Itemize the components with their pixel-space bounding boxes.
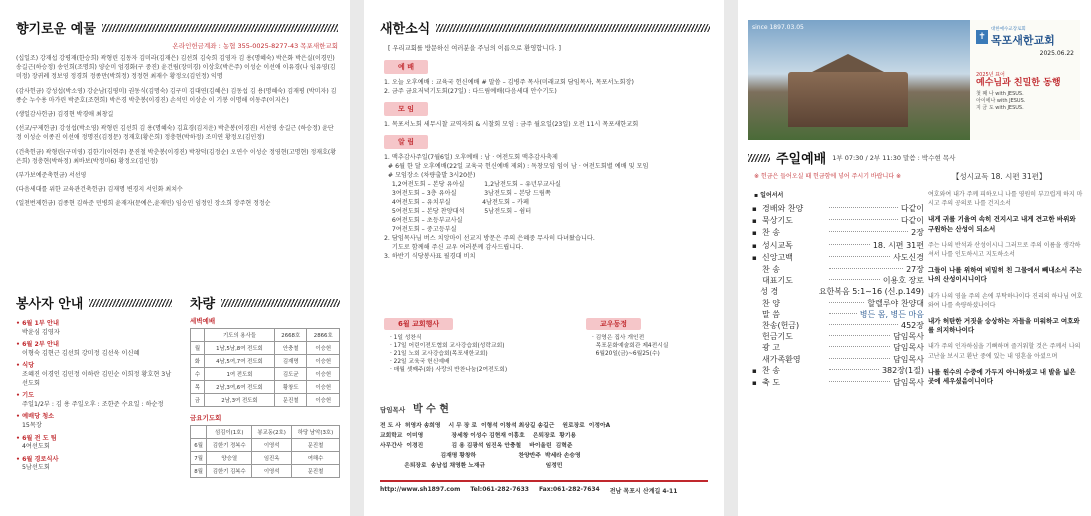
volunteer-names: 4여선도회 bbox=[22, 443, 50, 451]
order-item bbox=[752, 203, 924, 215]
since-label: since 1897.03.05 bbox=[752, 24, 804, 31]
phone-number: Tel:061-282-7633 bbox=[470, 486, 529, 493]
order-item bbox=[752, 342, 924, 353]
church-address: 전남 목포시 산계길 4-11 bbox=[609, 488, 678, 495]
table-row bbox=[191, 465, 340, 478]
member-line: · 김영은 집사 개인전 bbox=[592, 335, 645, 341]
volunteer-item bbox=[16, 320, 172, 337]
news-line: 6여전도회 – 초등부교사실 bbox=[384, 217, 463, 224]
theme-line: 첫 째 나 with JESUS. bbox=[976, 91, 1024, 97]
volunteer-names: 15목장 bbox=[22, 421, 42, 429]
order-label: 헌금기도 bbox=[762, 332, 793, 342]
year-theme: 예수님과 친밀한 동행 bbox=[976, 78, 1061, 88]
order-value: 담임목사 bbox=[893, 332, 924, 342]
section-body bbox=[366, 78, 716, 96]
psalm-verse: 주는 나의 반석과 산성이시니 그러므로 주의 이름을 생각하셔서 나를 인도하시고 지도하소서 bbox=[928, 241, 1081, 259]
order-item bbox=[752, 377, 924, 389]
table-header-cell: 봉교동(2호) bbox=[252, 426, 292, 439]
order-bullet: ▪ bbox=[752, 379, 757, 388]
car-header bbox=[190, 293, 340, 312]
table-cell: 이영석 bbox=[252, 465, 292, 478]
news-line: # 모임장소 (차량출발 3시20분) bbox=[384, 172, 476, 179]
order-value: 다같이 bbox=[900, 216, 924, 226]
order-item bbox=[752, 264, 924, 275]
offering-notice: ※ 헌금은 들어오실 때 헌금함에 넣어 주시기 바랍니다 ※ bbox=[754, 173, 902, 180]
events-list bbox=[384, 334, 564, 374]
news-line: 2. 담임목사님 버스 치앙마이 선교지 방문은 주의 은혜중 무사히 다녀왔습니다. bbox=[384, 235, 595, 242]
order-item bbox=[752, 365, 924, 377]
order-item bbox=[752, 298, 924, 309]
order-label: 성 경 bbox=[760, 287, 779, 297]
order-item bbox=[752, 275, 924, 286]
car-dawn-table bbox=[190, 328, 340, 407]
news-line: 1. 오늘 오후예배 : 교육국 헌신예배 # 말씀 – 김병주 목사(미래교회 담임목사, 목포서노회장) bbox=[384, 79, 634, 86]
offering-group: (건축헌금) 곽형린(구미영) 김한기(이현주) 문진철 박춘봉(이경진) 박창덕(김정순) 오연수 이성순 정영현(고명현) 정재호(황은희) 정충현(박하정) 최바보(박정미6) 황정오(김인정) bbox=[16, 148, 337, 165]
table-cell: 이승헌 bbox=[307, 381, 340, 394]
volunteer-header bbox=[16, 293, 172, 312]
volunteer-role: • 기도 bbox=[16, 392, 35, 400]
table-header-cell: 섬김이(1호) bbox=[207, 426, 252, 439]
volunteer-role: • 6월 경로식사 bbox=[16, 455, 59, 463]
table-row bbox=[191, 342, 340, 355]
order-leader bbox=[829, 313, 857, 314]
news-line: 4여전도회 – 유치부실 4남전도회 – 카페 bbox=[384, 199, 529, 206]
car-friday-table bbox=[190, 425, 340, 478]
order-value: 담임목사 bbox=[893, 343, 924, 353]
table-cell: 이영석 bbox=[252, 439, 292, 452]
offering-group: (일천번제헌금) 김종현 김하준 민병희 윤재자(문예은,윤재민) 임승민 임정인 장소희 장주현 정정순 bbox=[16, 200, 271, 208]
news-line: 5여전도회 – 본당 찬양대석 5남전도회 – 쉼터 bbox=[384, 208, 532, 215]
order-label: 성시교독 bbox=[762, 240, 793, 250]
offering-group: (다음세대를 위한 교육관건축헌금) 김재명 변경지 서인화 최치수 bbox=[16, 186, 183, 194]
table-cell: 월 bbox=[191, 342, 205, 355]
order-label: 대표기도 bbox=[762, 276, 793, 286]
psalm-verse: 내게 귀를 기울여 속히 건지시고 내게 견고한 바위와 구원하는 산성이 되소서 bbox=[928, 215, 1076, 233]
church-footer bbox=[380, 480, 708, 495]
news-line: # 6월 한 달 오후예배(22일 교육국 헌신예배 제외) : 독창모임 임이 남 · 여전도회별 예배 및 모임 bbox=[384, 163, 649, 170]
order-bullet: ▪ bbox=[752, 366, 757, 375]
volunteer-item bbox=[16, 341, 172, 358]
order-value: 27장 bbox=[906, 265, 924, 275]
order-bullet: ▪ bbox=[752, 229, 757, 238]
hatch-divider bbox=[436, 24, 710, 32]
psalm-verse: 여호와여 내가 주께 피하오니 나를 영원히 부끄럽게 하지 마시고 주의 공의로 나를 건지소서 bbox=[928, 191, 1083, 208]
table-row bbox=[191, 439, 340, 452]
volunteer-names: 주일1/2부 : 김 용 주일오후 : 조한준 수요일 : 하순정 bbox=[22, 400, 164, 408]
staff-list: 전 도 사 허영자 송희영 시 무 장 로 이형석 이창석 최상길 송길근 원로장로 이정아A 교회학교 이미영 장세창 이성수 김현재 이흥호 은퇴장로 황기용 사무간사 이경진 김 용 김광석 임진옥 안충철 바이올린 김혁준 김재명 황창하 찬양반주 박세라 손승영 은퇴장로 송남섭 채영환 노재규 임정민 bbox=[380, 423, 611, 469]
offering-group: (생일감사헌금) 김경현 박경애 최창길 bbox=[16, 111, 114, 119]
psalm-verse: 나를 원수의 수중에 가두지 아니하셨고 내 발을 넓은 곳에 세우셨음이니이다 bbox=[928, 367, 1076, 386]
member-line: 목포문화예술회관 제4전시실 bbox=[592, 343, 669, 349]
volunteer-item bbox=[16, 435, 172, 452]
news-line: 3. 하반기 식당봉사표 필경대 비치 bbox=[384, 253, 476, 260]
offering-group: (십일조) 강재섭 강평재(한승희) 곽형린 김동자 김미라(김재은) 김선희 김숙희 김영자 김 용(명혜숙) 박은화 박은실(이경민) 송길근(하승정) 송인희(조명희) 양순미 엄경화(구 중진) 윤건림(장미경) 이상호(박은주) 이성순 이선애 이유경(나 임유영(김미정) 장귀례 정보영 정경희 정종만(박희정) 정정현 최재수 황정오(김인정) 익명 bbox=[16, 55, 336, 81]
volunteer-title: 봉사자 안내 bbox=[16, 297, 84, 312]
car-friday-title: 금요기도회 bbox=[190, 414, 222, 422]
event-line: · 1일 성찬식 bbox=[390, 335, 422, 341]
table-row bbox=[191, 355, 340, 368]
order-item bbox=[752, 240, 924, 252]
volunteer-role: • 6월 2부 안내 bbox=[16, 341, 59, 349]
order-value: 사도신경 bbox=[893, 252, 924, 262]
table-cell: 안충철 bbox=[275, 342, 307, 355]
car-dawn-title: 세벽예배 bbox=[190, 317, 216, 325]
volunteer-item bbox=[16, 413, 172, 430]
order-item bbox=[752, 331, 924, 342]
volunteer-role: • 예배당 청소 bbox=[16, 413, 55, 421]
offerings-title: 향기로운 예물 bbox=[16, 22, 96, 37]
table-cell: 4남,5여,7여 전도회 bbox=[204, 355, 274, 368]
offering-group: (감사헌금) 강성섭(박소영) 강순남(김평미) 권동식(김명숙) 김구미 김대연(김혜은) 김동섭 김 용(명혜숙) 김재평 (박미자) 김종순 누수용 마가린 박준호(조현희) 박은경 박춘봉(이경진) 손석민 이상순 이 기봉 이명해 이동주(이지은) bbox=[16, 87, 337, 104]
pastor-label: 담임목사 bbox=[380, 406, 406, 414]
psalm-title: 【성시교독 18. 시편 31편】 bbox=[952, 172, 1047, 181]
pastor-name: 박 수 현 bbox=[412, 404, 449, 415]
church-logo bbox=[976, 26, 1074, 48]
order-label: 찬송(헌금) bbox=[762, 321, 800, 331]
order-leader bbox=[829, 324, 898, 325]
order-label: 찬 송 bbox=[762, 228, 780, 238]
order-item bbox=[752, 252, 924, 264]
order-bullet: ▪ bbox=[752, 241, 757, 250]
table-header-cell: 2866호 bbox=[307, 329, 340, 342]
pastor-line bbox=[380, 400, 710, 415]
table-header-cell: 기도의 용사들 bbox=[204, 329, 274, 342]
theme-line: 아이에나 with JESUS. bbox=[976, 98, 1026, 104]
offerings-header bbox=[16, 18, 338, 37]
news-line: 기도로 함께해 주신 교우 여러분께 감사드립니다. bbox=[384, 244, 524, 251]
church-name: 목포새한교회 bbox=[991, 34, 1055, 47]
table-cell: 목 bbox=[191, 381, 205, 394]
offering-group: (선교/구제헌금) 강성섭(박소영) 곽형린 김선희 김 용(명혜숙) 김효경(김지운) 박춘봉(이경진) 서선영 송길근 (하승정) 윤단정 이성순 이종진 이선애 정명진(김정문) 정재호(황은희) 정충현(박하정) 조미연 황정오(김인정) bbox=[16, 125, 334, 142]
psalm-verse: 그들이 나를 위하여 비밀히 친 그물에서 빼내소서 주는 나의 산성이시니이다 bbox=[928, 266, 1082, 284]
news-title: 새한소식 bbox=[380, 22, 431, 37]
order-value: 이용호 장로 bbox=[882, 276, 924, 286]
order-item bbox=[752, 320, 924, 331]
volunteer-item bbox=[16, 392, 172, 409]
order-leader bbox=[829, 279, 880, 280]
theme-lines bbox=[976, 91, 1074, 112]
order-bullet: ▪ bbox=[752, 205, 757, 213]
section-pill: 모 임 bbox=[384, 102, 428, 116]
event-line: · 22일 교육국 헌신예배 bbox=[390, 359, 450, 365]
order-leader bbox=[829, 207, 898, 208]
table-cell: 김한기 정복수 bbox=[207, 439, 252, 452]
volunteer-list bbox=[16, 320, 172, 473]
order-value: 담임목사 bbox=[893, 378, 924, 388]
volunteer-role: • 6월 1부 안내 bbox=[16, 320, 59, 327]
order-of-worship bbox=[752, 203, 924, 389]
volunteer-item bbox=[16, 456, 172, 473]
event-line: · 매월 셋째주(화) 사랑의 반찬나눔(2여전도회) bbox=[390, 367, 508, 373]
order-item bbox=[752, 309, 924, 320]
order-title: ▪ 일어서서 bbox=[754, 192, 784, 199]
table-header-cell: 하당 남악(3호) bbox=[292, 426, 340, 439]
news-line: 1,2여전도회 – 본당 유아실 1,2남전도회 – 유년부교사실 bbox=[384, 181, 561, 188]
order-label: 광 고 bbox=[762, 343, 780, 353]
table-cell: 양승열 bbox=[207, 452, 252, 465]
order-value: 18. 시편 31편 bbox=[872, 240, 924, 250]
order-bullet: ▪ bbox=[752, 253, 757, 262]
table-header-row bbox=[191, 426, 340, 439]
church-building-image bbox=[788, 72, 908, 127]
year-theme-label: 2025년 표어 bbox=[976, 72, 1005, 78]
service-times: 1부 07:30 / 2부 11:30 말씀 : 박수현 목사 bbox=[832, 154, 956, 162]
table-cell: 문진철 bbox=[292, 465, 340, 478]
news-header bbox=[380, 18, 710, 37]
table-cell: 이승헌 bbox=[307, 342, 340, 355]
denomination: 대한예수교장로회 bbox=[991, 27, 1026, 32]
section-pill: 알 림 bbox=[384, 135, 428, 149]
table-header-row bbox=[191, 329, 340, 342]
hatch-divider bbox=[102, 24, 338, 32]
table-cell: 김한기 김복수 bbox=[207, 465, 252, 478]
order-value: 382장(1절) bbox=[881, 365, 924, 375]
volunteer-names: 박윤심 김영자 bbox=[22, 328, 60, 336]
service-title: 주일예배 bbox=[776, 152, 827, 167]
table-cell: 이승헌 bbox=[307, 368, 340, 381]
service-header bbox=[748, 148, 1080, 167]
table-cell: 8월 bbox=[191, 465, 207, 478]
news-line: 3여전도회 – 3층 유아실 3남전도회 – 본당 드림쪽 bbox=[384, 190, 551, 197]
table-header-cell bbox=[191, 329, 205, 342]
volunteer-names: 조혜진 이경인 김민정 이하란 김민순 이희정 황호현 3남선도회 bbox=[22, 370, 172, 387]
table-row bbox=[191, 368, 340, 381]
table-header-cell: 2668호 bbox=[275, 329, 307, 342]
order-leader bbox=[829, 335, 890, 336]
cross-icon: ✝ bbox=[976, 30, 988, 44]
members-list bbox=[586, 334, 706, 358]
events-box bbox=[384, 318, 564, 374]
theme-line: 지 금 도 with JESUS. bbox=[976, 105, 1024, 111]
order-value: 요한복음 5:1~16 (신.p.149) bbox=[818, 287, 924, 297]
order-label: 말 씀 bbox=[762, 309, 780, 319]
hatch-divider bbox=[748, 154, 770, 162]
volunteer-names: 이형숙 김현근 김선희 강미정 김선욱 이신혜 bbox=[22, 349, 140, 357]
table-cell: 6월 bbox=[191, 439, 207, 452]
section-body bbox=[366, 120, 716, 129]
order-leader bbox=[829, 381, 890, 382]
table-cell: 황창도 bbox=[275, 381, 307, 394]
responsive-reading bbox=[928, 190, 1083, 393]
table-cell: 임진옥 bbox=[252, 452, 292, 465]
members-title: 교우동정 bbox=[586, 318, 641, 330]
psalm-verse: 내가 주의 인자하심을 기뻐하며 즐거워할 것은 주께서 나의 고난을 보시고 환난 중에 있는 내 영혼을 아셨으며 bbox=[928, 343, 1081, 360]
order-value: 452장 bbox=[901, 321, 924, 331]
order-label: 새가족환영 bbox=[762, 354, 801, 364]
volunteer-item bbox=[16, 362, 172, 388]
offering-groups bbox=[16, 54, 338, 209]
order-leader bbox=[829, 369, 879, 370]
news-line: 1. 목포서노회 세무시찰 교역자회 & 시찰회 모임 : 금주 월요일(23일) 오전 11시 목포새한교회 bbox=[384, 121, 639, 128]
order-item bbox=[752, 227, 924, 239]
hatch-divider bbox=[221, 299, 340, 307]
members-box bbox=[586, 318, 706, 358]
order-value: 병든 몸, 병든 마음 bbox=[859, 309, 924, 319]
website-link[interactable]: http://www.sh1897.com bbox=[380, 486, 461, 493]
table-cell: 금 bbox=[191, 394, 205, 407]
volunteer-role: • 6월 전 도 팀 bbox=[16, 434, 57, 442]
table-cell: 이승헌 bbox=[307, 394, 340, 407]
welcome-text: [ 우리교회를 방문하신 여러분을 주님의 이름으로 환영합니다. ] bbox=[388, 45, 561, 52]
offering-group: (부가보예준축헌금) 서선영 bbox=[16, 172, 87, 180]
table-cell: 1여 전도회 bbox=[204, 368, 274, 381]
order-label: 찬 송 bbox=[762, 365, 780, 375]
bulletin-date: 2025.06.22 bbox=[1039, 50, 1074, 57]
event-line: · 17일 어린이전도협회 교사강습회(성락교회) bbox=[390, 343, 505, 349]
offering-account: 온라인헌금계좌 : 농협 355-0025-8277-43 목포새한교회 bbox=[172, 42, 338, 50]
table-cell: 이승헌 bbox=[307, 355, 340, 368]
order-label: 묵상기도 bbox=[762, 216, 793, 226]
event-line: · 21일 노회 교사강습회(목포새한교회) bbox=[390, 351, 488, 357]
order-label: 축 도 bbox=[762, 378, 780, 388]
table-cell: 7월 bbox=[191, 452, 207, 465]
table-cell: 화 bbox=[191, 355, 205, 368]
hatch-divider bbox=[89, 299, 172, 307]
member-line: 6월20일(금)~6월25(수) bbox=[592, 351, 660, 357]
order-leader bbox=[829, 256, 890, 257]
order-leader bbox=[829, 358, 890, 359]
table-header-cell bbox=[191, 426, 207, 439]
table-cell: 문진철 bbox=[275, 394, 307, 407]
psalm-verse: 내가 나의 영을 주의 손에 부탁하나이다 진리의 하나님 여호와여 나를 속량하셨나이다 bbox=[928, 292, 1083, 309]
car-title: 차량 bbox=[190, 297, 216, 312]
cover-title-block bbox=[970, 20, 1080, 140]
order-value: 2장 bbox=[911, 228, 924, 238]
order-leader bbox=[829, 302, 864, 303]
table-cell: 김재명 bbox=[275, 355, 307, 368]
table-cell: 김도균 bbox=[275, 368, 307, 381]
table-cell: 문진철 bbox=[292, 439, 340, 452]
panel-offerings bbox=[0, 0, 350, 516]
order-value: 담임목사 bbox=[893, 354, 924, 364]
section-pill: 예 배 bbox=[384, 60, 428, 74]
events-title: 6월 교회행사 bbox=[384, 318, 453, 330]
order-label: 신앙고백 bbox=[762, 252, 793, 262]
order-value: 다같이 bbox=[900, 204, 924, 213]
panel-news bbox=[364, 0, 724, 516]
order-leader bbox=[829, 244, 870, 245]
order-item bbox=[752, 286, 924, 297]
staff-block bbox=[380, 400, 710, 471]
order-leader bbox=[829, 268, 903, 269]
table-cell: 2남,3여,6여 전도회 bbox=[204, 381, 274, 394]
order-leader bbox=[829, 346, 890, 347]
church-roof bbox=[808, 54, 888, 74]
table-row bbox=[191, 452, 340, 465]
order-label: 찬 송 bbox=[762, 265, 780, 275]
table-cell: 수 bbox=[191, 368, 205, 381]
table-cell: 1남,5남,8여 전도회 bbox=[204, 342, 274, 355]
table-row bbox=[191, 381, 340, 394]
table-row bbox=[191, 394, 340, 407]
news-line: 1. 맥추감사주일(7월6일) 오후예배 : 남 · 여전도회 맥추감사축제 bbox=[384, 154, 558, 161]
cover-photo bbox=[748, 20, 1080, 140]
news-line: 7여전도회 – 중고등부실 bbox=[384, 226, 457, 233]
fax-number: Fax:061-282-7634 bbox=[538, 486, 600, 493]
news-sections bbox=[366, 54, 716, 261]
panel-cover bbox=[738, 0, 1091, 516]
order-label: 찬 양 bbox=[762, 298, 780, 308]
table-cell: 여해수 bbox=[292, 452, 340, 465]
volunteer-role: • 식당 bbox=[16, 362, 35, 370]
order-leader bbox=[829, 219, 898, 220]
order-leader bbox=[829, 231, 908, 232]
order-item bbox=[752, 215, 924, 227]
order-label: 경배와 찬양 bbox=[762, 204, 804, 213]
order-value: 할렐루야 찬양대 bbox=[867, 298, 924, 308]
news-line: 2. 금주 금요저녁기도회(27일) : 다드림예배(다음세대 안수기도) bbox=[384, 88, 557, 95]
psalm-verse: 내가 허탄한 거짓을 숭상하는 자들을 미워하고 여호와를 의지하나이다 bbox=[928, 317, 1080, 335]
section-body bbox=[366, 153, 716, 261]
order-item bbox=[752, 354, 924, 365]
table-cell: 2남,3여 전도회 bbox=[204, 394, 274, 407]
volunteer-names: 5남선도회 bbox=[22, 464, 50, 472]
order-bullet: ▪ bbox=[752, 217, 757, 226]
